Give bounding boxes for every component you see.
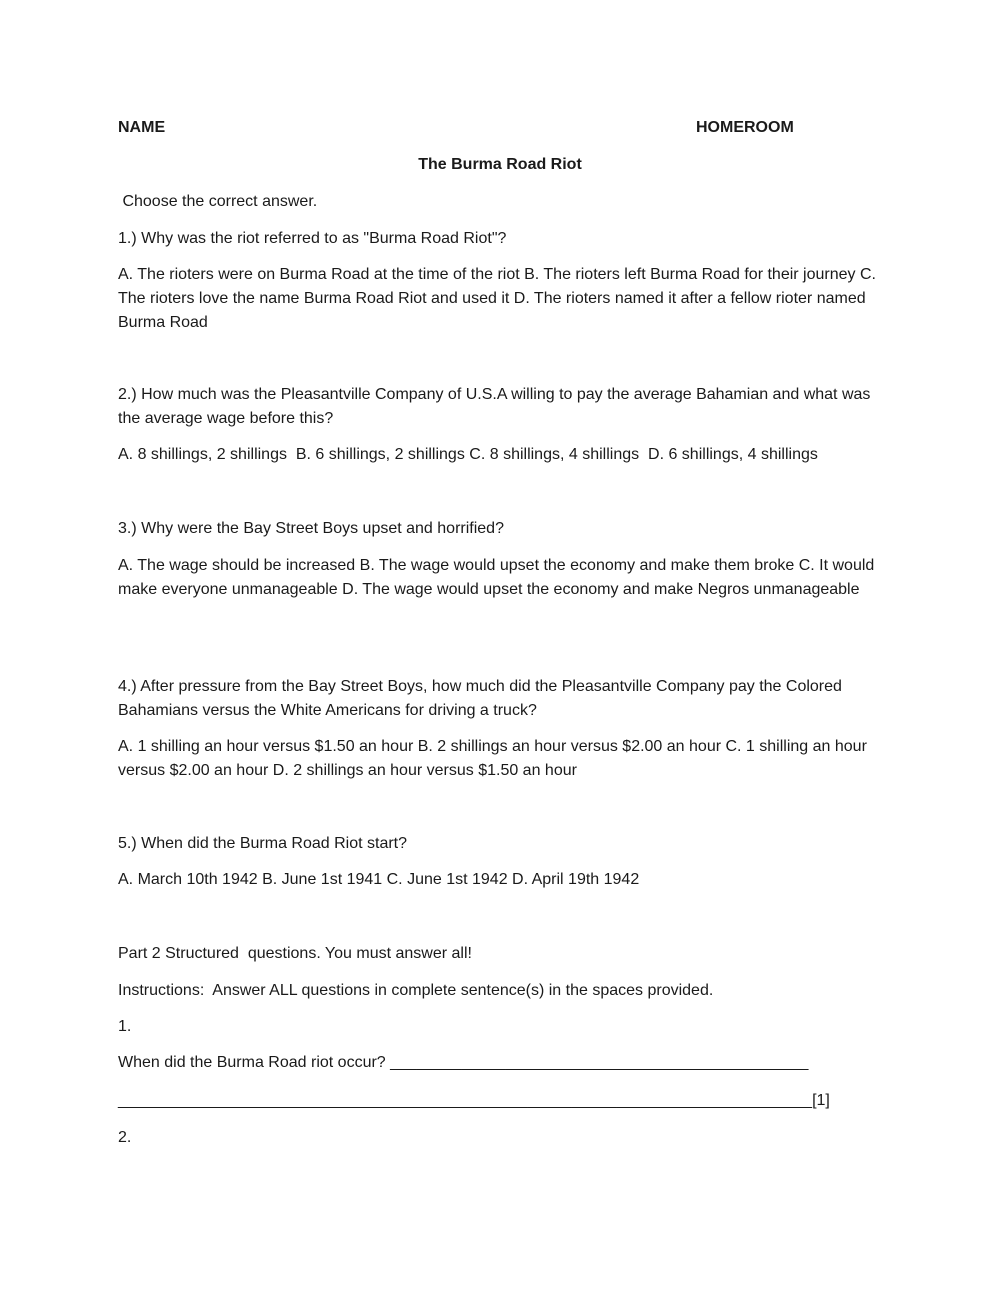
question-4-options: A. 1 shilling an hour versus $1.50 an hour B. 2 shillings an hour versus $2.00 an hour C. 1 shilling an hour versus $2.00 an hour D. 2 shillings an hour versus $1.50 an hour xyxy=(118,738,867,779)
question-1: 1.) Why was the riot referred to as "Burma Road Riot"? xyxy=(118,230,507,247)
worksheet-title: The Burma Road Riot xyxy=(418,156,582,173)
question-5: 5.) When did the Burma Road Riot start? xyxy=(118,835,408,852)
question-2: 2.) How much was the Pleasantville Company of U.S.A willing to pay the average Bahamian and what was the average wage before this? xyxy=(118,386,871,427)
instruction-text: Choose the correct answer. xyxy=(118,193,318,210)
question-4: 4.) After pressure from the Bay Street Boys, how much did the Pleasantville Company pay the Colored Bahamians versus the White Americans for driving a truck? xyxy=(118,678,842,719)
name-label: NAME xyxy=(118,119,166,136)
question-3-options: A. The wage should be increased B. The wage would upset the economy and make them broke C. It would make everyone unmanageable D. The wage would upset the economy and make Negros unmanageable xyxy=(118,557,875,598)
part2-heading: Part 2 Structured questions. You must answer all! xyxy=(118,945,472,962)
question-5-options: A. March 10th 1942 B. June 1st 1941 C. June 1st 1942 D. April 19th 1942 xyxy=(118,871,640,888)
question-3: 3.) Why were the Bay Street Boys upset and horrified? xyxy=(118,520,504,537)
question-2-options: A. 8 shillings, 2 shillings B. 6 shillings, 2 shillings C. 8 shillings, 4 shillings D. 6 shillings, 4 shillings xyxy=(118,446,818,463)
item-1-answer-line[interactable]: ______________________________________________________________________________[1] xyxy=(118,1092,830,1109)
part2-instructions: Instructions: Answer ALL questions in complete sentence(s) in the spaces provided. xyxy=(118,982,714,999)
item-1-question[interactable]: When did the Burma Road riot occur? _______________________________________________ xyxy=(118,1054,809,1071)
item-2-number: 2. xyxy=(118,1129,132,1146)
item-1-number: 1. xyxy=(118,1018,132,1035)
homeroom-label: HOMEROOM xyxy=(696,119,794,136)
question-1-options: A. The rioters were on Burma Road at the time of the riot B. The rioters left Burma Road for their journey C. The rioters love the name Burma Road Riot and used it D. The rioters named it after a fellow rioter named Burma Road xyxy=(118,266,876,331)
